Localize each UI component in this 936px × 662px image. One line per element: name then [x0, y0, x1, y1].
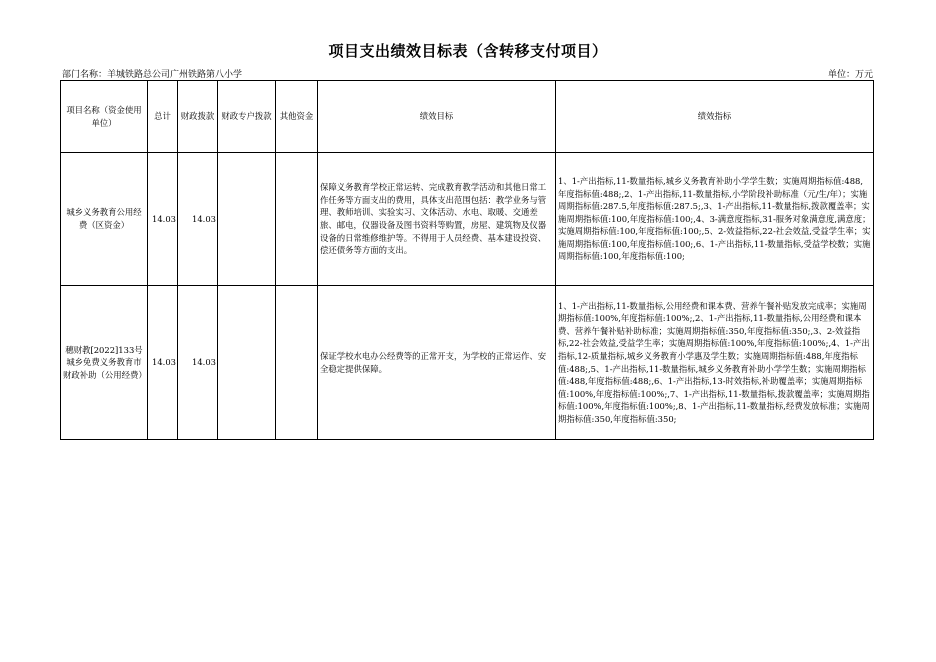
performance-table — [60, 80, 874, 440]
goal-cell: 保证学校水电办公经费等的正常开支，为学校的正常运作、安全稳定提供保障。 — [318, 286, 556, 440]
page-title: 项目支出绩效目标表（含转移支付项目） — [328, 42, 608, 60]
total-cell: 14.03 — [148, 153, 178, 286]
indicator-cell: 1、1-产出指标,11-数量指标,公用经费和课本费、营养午餐补贴发放完成率；实施周期指标值:100%,年度指标值:100%;,2、1-产出指标,11-数量指标,公用经费和课本费、营养午餐补贴补助标准；实施周期指标值:350,年度指标值:350;,3、2-效益指标,22-社会效益,受益学生率；实施周期指标值:100%,年度指标值:100%;,4、1-产出指标,12-质量指标,城乡义务教育小学惠及学生数；实施周期指标值:488,年度指标值:488;,5、1-产出指标,11-数量指标,城乡义务教育补助小学学生数；实施周期指标值:488,年度指标值:488;,6、1-产出指标,13-时效指标,补助覆盖率；实施周期指标值:100%,年度指标值:100%;,7、1-产出指标,11-数量指标,拨款覆盖率；实施周期指标值:100%,年度指标值:100%;,8、1-产出指标,11-数量指标,经费发放标准；实施周期指标值:350,年度指标值:350; — [556, 286, 874, 440]
table-row — [61, 153, 874, 286]
other-cell — [276, 153, 318, 286]
header-other: 其他资金 — [276, 81, 318, 153]
special-cell — [218, 286, 276, 440]
header-total: 总计 — [148, 81, 178, 153]
header-project-name: 项目名称（资金使用单位） — [61, 81, 148, 153]
other-cell — [276, 286, 318, 440]
fiscal-cell: 14.03 — [178, 153, 218, 286]
department-label: 部门名称：羊城铁路总公司广州铁路第八小学 — [62, 70, 243, 80]
indicator-cell: 1、1-产出指标,11-数量指标,城乡义务教育补助小学学生数；实施周期指标值:488,年度指标值:488;,2、1-产出指标,11-数量指标,小学阶段补助标准（元/生/年）；实施周期指标值:287.5,年度指标值:287.5;,3、1-产出指标,11-数量指标,拨款覆盖率；实施周期指标值:100,年度指标值:100;,4、3-满意度指标,31-服务对象满意度,满意度；实施周期指标值:100,年度指标值:100;,5、2-效益指标,22-社会效益,受益学生率；实施周期指标值:100,年度指标值:100;,6、1-产出指标,11-数量指标,受益学校数；实施周期指标值:100,年度指标值:100; — [556, 153, 874, 286]
header-fiscal: 财政拨款 — [178, 81, 218, 153]
project-name-cell: 城乡义务教育公用经费（区资金） — [61, 153, 148, 286]
project-name-cell: 穗财教[2022]133号城乡免费义务教育市财政补助（公用经费） — [61, 286, 148, 440]
header-special: 财政专户拨款 — [218, 81, 276, 153]
unit-label: 单位：万元 — [827, 70, 873, 80]
table-row — [61, 286, 874, 440]
header-goal: 绩效目标 — [318, 81, 556, 153]
goal-cell: 保障义务教育学校正常运转、完成教育教学活动和其他日常工作任务等方面支出的费用，具体支出范围包括：教学业务与管理、教师培训、实验实习、文体活动、水电、取暖、交通差旅、邮电，仪器设备及图书资料等购置，房屋、建筑物及仪器设备的日常维修维护等。不得用于人员经费、基本建设投资、偿还债务等方面的支出。 — [318, 153, 556, 286]
header-row — [61, 81, 874, 153]
header-indicator: 绩效指标 — [556, 81, 874, 153]
total-cell: 14.03 — [148, 286, 178, 440]
fiscal-cell: 14.03 — [178, 286, 218, 440]
special-cell — [218, 153, 276, 286]
